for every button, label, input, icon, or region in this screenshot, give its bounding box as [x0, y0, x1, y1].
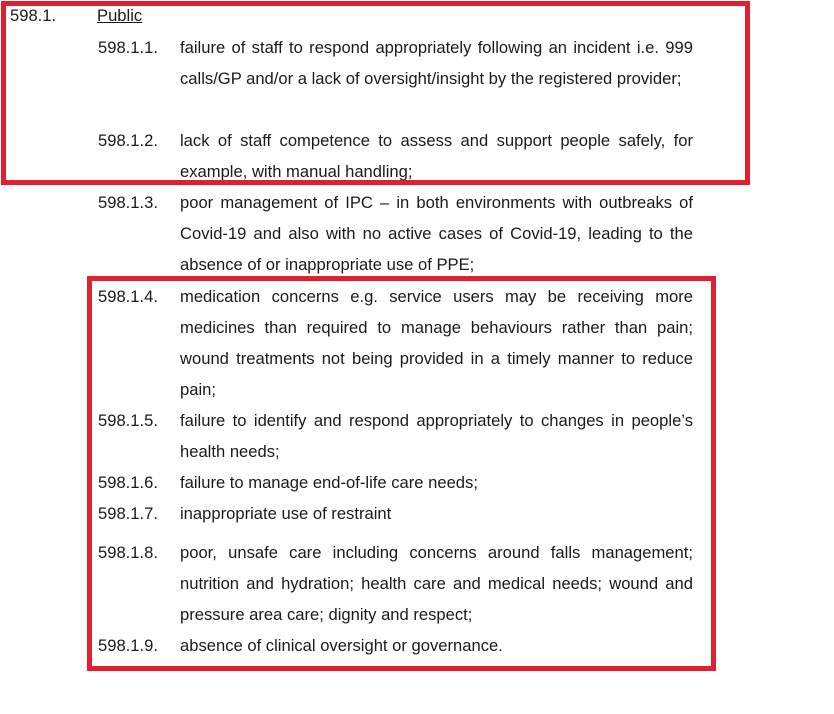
list-item — [98, 125, 693, 187]
item-number: 598.1.8. — [98, 543, 158, 562]
item-text: failure to manage end-of-life care needs; — [180, 473, 478, 492]
item-text: poor management of IPC – in both environments with outbreaks of Covid-19 and also with no active cases of Covid-19, leading to the absence of or inappropriate use of PPE; — [180, 193, 693, 274]
section-title: Public — [97, 6, 143, 25]
section-number: 598.1. — [10, 6, 57, 25]
item-text: inappropriate use of restraint — [180, 504, 392, 523]
item-number: 598.1.4. — [98, 287, 158, 306]
list-item — [98, 187, 693, 280]
list-item — [98, 537, 693, 630]
item-text: lack of staff competence to assess and support people safely, for example, with manual handling; — [180, 131, 693, 181]
item-text: failure of staff to respond appropriately following an incident i.e. 999 calls/GP and/or a lack of oversight/insight by the registered provider; — [180, 38, 693, 88]
item-number: 598.1.2. — [98, 131, 158, 150]
list-item — [98, 467, 693, 498]
item-text: poor, unsafe care including concerns around falls management; nutrition and hydration; health care and medical needs; wound and pressure area care; dignity and respect; — [180, 543, 693, 624]
item-text: medication concerns e.g. service users may be receiving more medicines than required to manage behaviours rather than pain; wound treatments not being provided in a timely manner to reduce pain; — [180, 287, 693, 399]
item-number: 598.1.9. — [98, 636, 158, 655]
list-item — [98, 32, 693, 94]
item-number: 598.1.7. — [98, 504, 158, 523]
item-number: 598.1.3. — [98, 193, 158, 212]
list-item — [98, 281, 693, 405]
item-text: failure to identify and respond appropriately to changes in people’s health needs; — [180, 411, 693, 461]
list-item — [98, 630, 693, 661]
item-text: absence of clinical oversight or governance. — [180, 636, 503, 655]
item-number: 598.1.5. — [98, 411, 158, 430]
item-number: 598.1.1. — [98, 38, 158, 57]
list-item — [98, 498, 693, 529]
item-number: 598.1.6. — [98, 473, 158, 492]
list-item — [98, 405, 693, 467]
